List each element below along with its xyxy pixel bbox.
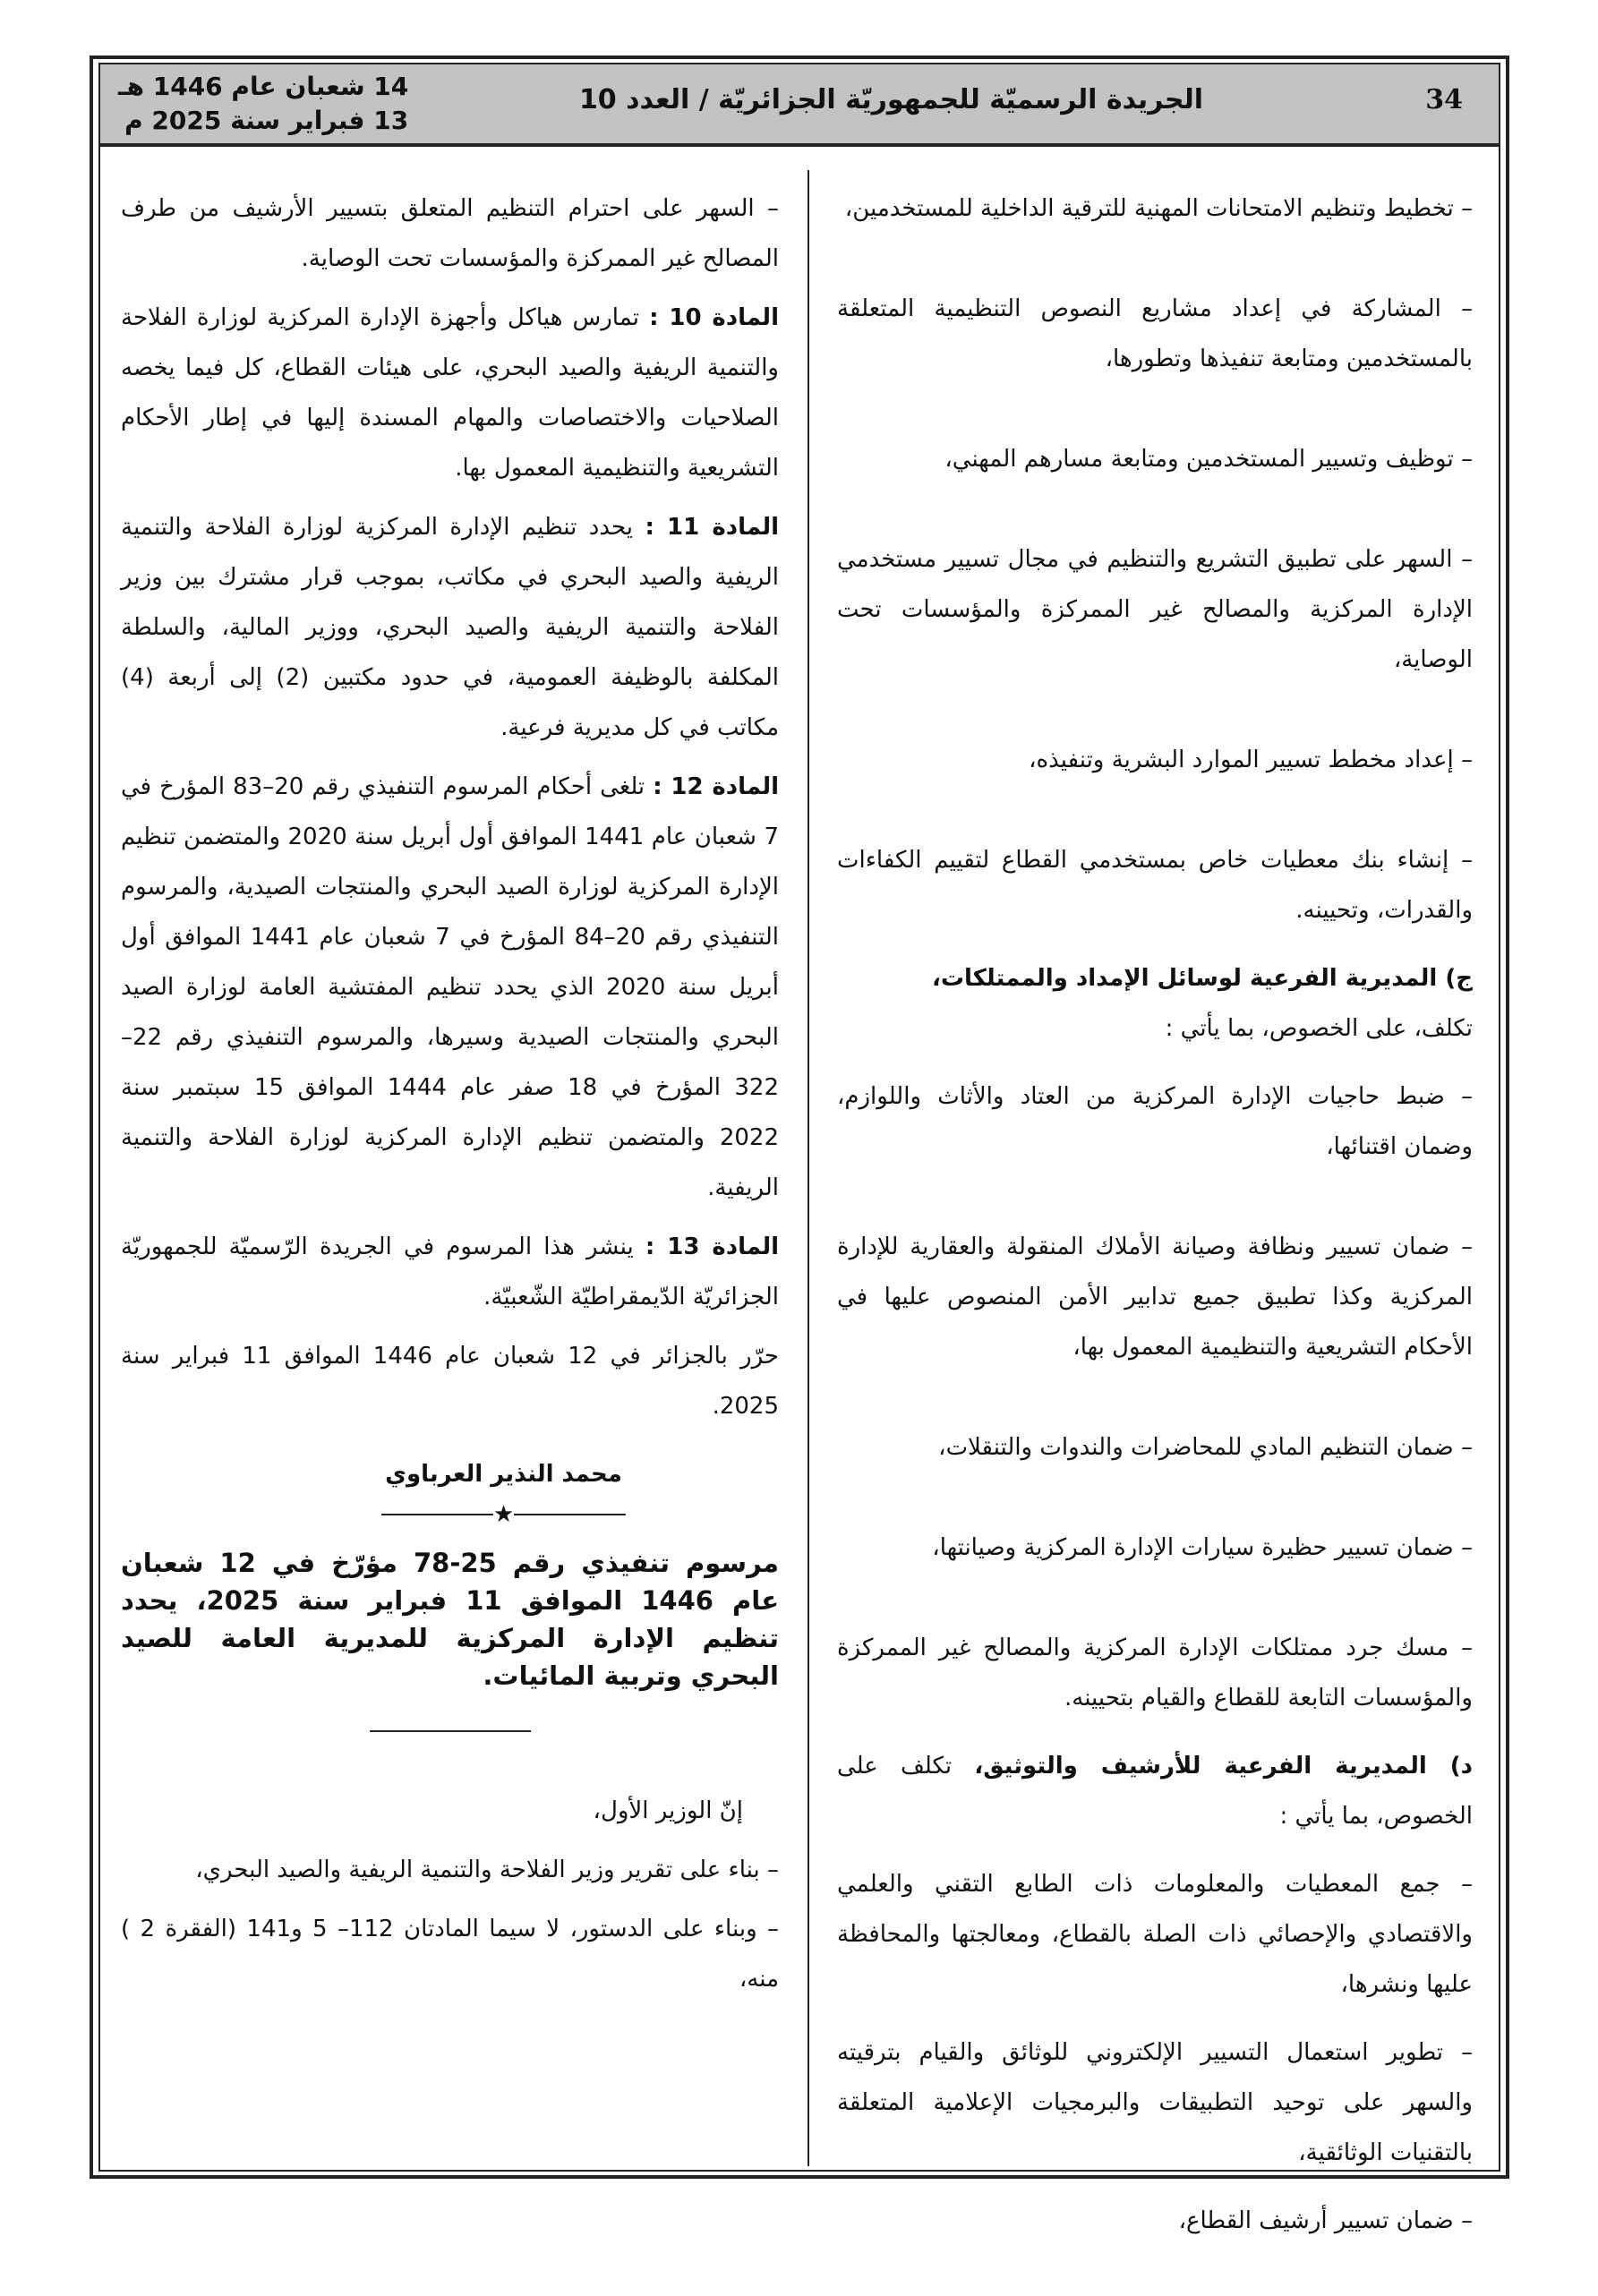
preamble-line: – وبناء على الدستور، لا سيما المادتان 112– 5 و141 (الفقرة 2 ) منه، [121, 1916, 780, 1993]
short-separator [370, 1730, 531, 1732]
rule-line [514, 1514, 626, 1515]
left-column [121, 184, 779, 2013]
list-item: – مسك جرد ممتلكات الإدارة المركزية والمصالح غير الممركزة والمؤسسات التابعة للقطاع والقيام بتحيينه. [837, 1635, 1473, 1711]
list-item: – المشاركة في إعداد مشاريع النصوص التنظيمية المتعلقة بالمستخدمين ومتابعة تنفيذها وتطورها، [837, 295, 1473, 372]
paragraph-text: ينشر هذا المرسوم في الجريدة الرّسميّة للجمهوريّة الجزائريّة الدّيمقراطيّة الشّعبيّة. [121, 1233, 779, 1310]
gazette-title: الجريدة الرسميّة للجمهوريّة الجزائريّة / العدد 10 [578, 84, 1203, 115]
list-item: – السهر على تطبيق التشريع والتنظيم في مجال تسيير مستخدمي الإدارة المركزية والمصالح غير الممركزة والمؤسسات تحت الوصاية، [837, 546, 1473, 673]
article-11 [121, 502, 779, 753]
list-item: – ضمان تسيير حظيرة سيارات الإدارة المركزية وصيانتها، [932, 1534, 1473, 1561]
gazette-header [100, 64, 1499, 147]
list-item: – ضمان تسيير أرشيف القطاع، [1178, 2207, 1473, 2234]
right-column [837, 184, 1473, 2296]
star-separator [121, 1503, 779, 1526]
page-number: 34 [1425, 84, 1463, 115]
list-item: – تخطيط وتنظيم الامتحانات المهنية للترقية الداخلية للمستخدمين، [844, 195, 1473, 222]
section-heading-c [837, 953, 1473, 1054]
article-13 [121, 1222, 779, 1322]
star-icon: ★ [492, 1501, 515, 1528]
paragraph-text: حرّر بالجزائر في 12 شعبان عام 1446 الموافق 11 فبراير سنة 2025. [121, 1343, 779, 1420]
article-10 [121, 293, 779, 493]
article-lead: المادة 12 : [653, 773, 779, 800]
list-item: – ضمان تسيير ونظافة وصيانة الأملاك المنقولة والعقارية للإدارة المركزية وكذا تطبيق جميع تدابير الأمن المنصوص عليها في الأحكام التشريعية والتنظيمية المعمول بها، [837, 1233, 1473, 1361]
paragraph-text: تلغى أحكام المرسوم التنفيذي رقم 20–83 المؤرخ في 7 شعبان عام 1441 الموافق أول أبريل سنة 2020 والمتضمن تنظيم الإدارة المركزية لوزارة الصيد البحري والمنتجات الصيدية، والمرسوم التنفيذي رقم 20–84 المؤرخ في 7 شعبان عام 1441 الموافق أول أبريل سنة 2020 الذي يحدد تنظيم المفتشية العامة لوزارة الصيد البحري والمنتجات الصيدية وسيرها، والمرسوم التنفيذي رقم 22–322 المؤرخ في 18 صفر عام 1444 الموافق 15 سبتمبر سنة 2022 والمتضمن تنظيم الإدارة المركزية لوزارة الفلاحة والتنمية الريفية. [121, 773, 780, 1201]
section-text: تكلف على الخصوص، بما يأتي : [837, 1753, 1473, 1830]
issue-date [118, 70, 408, 138]
list-item: – جمع المعطيات والمعلومات ذات الطابع التقني والعلمي والاقتصادي والإحصائي ذات الصلة بالقطاع، ومعالجتها والمحافظة عليها ونشرها، [837, 1871, 1473, 1998]
article-lead: المادة 13 : [645, 1233, 779, 1260]
preamble-line: – بناء على تقرير وزير الفلاحة والتنمية الريفية والصيد البحري، [195, 1856, 779, 1883]
article-lead: المادة 11 : [645, 514, 779, 541]
list-item: – إنشاء بنك معطيات خاص بمستخدمي القطاع لتقييم الكفاءات والقدرات، وتحيينه. [837, 847, 1473, 924]
paragraph-text: – السهر على احترام التنظيم المتعلق بتسيير الأرشيف من طرف المصالح غير الممركزة والمؤسسات تحت الوصاية. [121, 195, 779, 272]
list-item: – ضبط حاجيات الإدارة المركزية من العتاد والأثاث واللوازم، وضمان اقتنائها، [837, 1083, 1473, 1160]
paragraph-text: يحدد تنظيم الإدارة المركزية لوزارة الفلاحة والتنمية الريفية والصيد البحري في مكاتب، بموجب قرار مشترك بين وزير الفلاحة والتنمية الريفية والصيد البحري، ووزير المالية، والسلطة المكلفة بالوظيفة العمومية، في حدود مكتبين (2) إلى أربعة (4) مكاتب في كل مديرية فرعية. [121, 514, 779, 741]
paragraph [121, 184, 779, 284]
signatory-name: محمد النذير العرباوي [385, 1461, 622, 1488]
section-text: تكلف، على الخصوص، بما يأتي : [1165, 1015, 1473, 1042]
signing-place-date [121, 1331, 779, 1431]
column-divider [808, 170, 809, 2166]
list-item: – توظيف وتسيير المستخدمين ومتابعة مسارهم المهني، [944, 446, 1473, 473]
rule-line [381, 1514, 493, 1515]
date-hijri: 14 شعبان عام 1446 هـ [118, 72, 409, 101]
paragraph-text: تمارس هياكل وأجهزة الإدارة المركزية لوزارة الفلاحة والتنمية الريفية والصيد البحري، على هيئات القطاع، كل فيما يخصه الصلاحيات والاختصاصات والمهام المسندة إليها في إطار الأحكام التشريعية والتنظيمية المعمول بها. [121, 304, 779, 482]
decree-title: مرسوم تنفيذي رقم 25-78 مؤرّخ في 12 شعبان عام 1446 الموافق 11 فبراير سنة 2025، يحدد تنظيم الإدارة المركزية للمديرية العامة للصيد البحري وتربية المائيات. [121, 1548, 780, 1691]
section-lead: ج) المديرية الفرعية لوسائل الإمداد والممتلكات، [932, 965, 1473, 992]
list-item: – تطوير استعمال التسيير الإلكتروني للوثائق والقيام بترقيته والسهر على توحيد التطبيقات والبرمجيات الإعلامية المتعلقة بالتقنيات الوثائقية، [837, 2039, 1473, 2166]
article-12 [121, 762, 779, 1213]
article-lead: المادة 10 : [649, 304, 779, 331]
section-heading-d [837, 1741, 1473, 1841]
list-item: – ضمان التنظيم المادي للمحاضرات والندوات والتنقلات، [938, 1434, 1473, 1461]
date-gregorian: 13 فبراير سنة 2025 م [124, 106, 409, 135]
section-lead: د) المديرية الفرعية للأرشيف والتوثيق، [974, 1753, 1473, 1780]
list-item: – إعداد مخطط تسيير الموارد البشرية وتنفيذه، [1029, 747, 1473, 773]
preamble-line: إنّ الوزير الأول، [593, 1797, 743, 1824]
